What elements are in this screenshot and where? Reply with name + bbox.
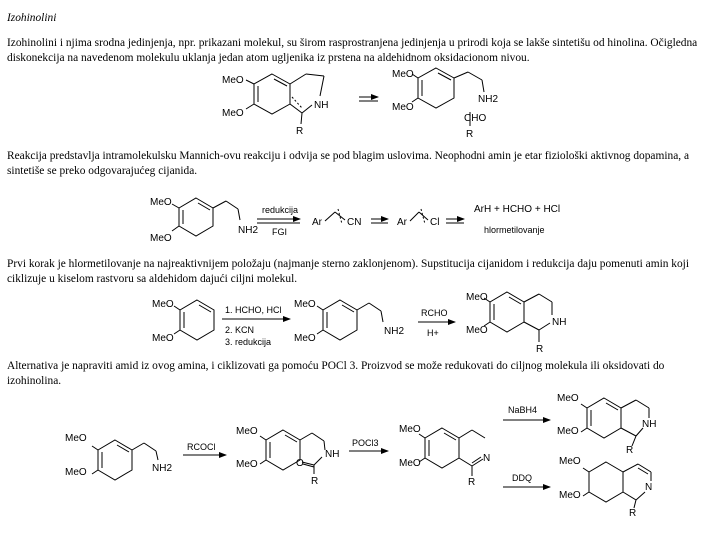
meo-label: MeO: [65, 467, 87, 478]
meo-label: MeO: [236, 459, 258, 470]
pocl3-label: POCl3: [352, 438, 379, 448]
cn-label: CN: [347, 217, 362, 228]
aryl-chloride: [397, 209, 439, 228]
meo-label: MeO: [399, 458, 421, 469]
ddq-label: DDQ: [512, 473, 532, 483]
scheme-1: [222, 68, 498, 140]
nh-label: NH: [325, 449, 340, 460]
r-label: R: [629, 508, 637, 519]
aryl-nitrile: [312, 209, 361, 228]
tetrahydroisoquinoline-product: [557, 393, 656, 456]
reduction-label: redukcija: [262, 205, 299, 215]
nh-label: NH: [642, 419, 657, 430]
meo-label: MeO: [466, 292, 488, 303]
paragraph-mannich: Reakcija predstavlja intramolekulsku Mannich-ovu reakciju i odvija se pod blagim uslovima. Neophodni amin je etar fiziološki aktivnog dopamina, a sintetiše se preko odgovarajućeg cijanida.: [7, 150, 690, 177]
r-label: R: [468, 477, 476, 488]
chloromethylation-label: hlormetilovanje: [484, 225, 545, 235]
section-title: Izohinolini: [7, 12, 57, 24]
r-label: R: [311, 476, 319, 487]
cl-label: Cl: [430, 217, 440, 228]
amide-molecule: [236, 426, 339, 487]
dimethoxybenzene-molecule: [152, 299, 214, 344]
target-isoquinoline: [466, 292, 566, 355]
r-label: R: [466, 129, 474, 140]
nabh4-label: NaBH4: [508, 405, 538, 415]
acid-label: H+: [427, 328, 439, 338]
nh2-label: NH2: [384, 326, 405, 337]
step1-label: 1. HCHO, HCl: [225, 305, 282, 315]
meo-label: MeO: [392, 102, 414, 113]
reagents-label: ArH + HCHO + HCl: [474, 204, 561, 215]
meo-label: MeO: [557, 393, 579, 404]
r-label: R: [296, 126, 304, 137]
meo-label: MeO: [222, 108, 244, 119]
rcocl-label: RCOCl: [187, 442, 216, 452]
nh2-label: NH2: [152, 463, 173, 474]
step2-label: 2. KCN: [225, 325, 255, 335]
meo-label: MeO: [65, 433, 87, 444]
nh-label: NH: [552, 317, 567, 328]
dihydroisoquinoline-molecule: [399, 424, 490, 488]
paragraph-chloromethylation: Prvi korak je hlormetilovanje na najreaktivnijem položaju (najmanje sterno zaklonjenom). Supstitucija cijanidom i redukcija daju pomenuti amin koji ciklizuje u kiselom rastvoru sa aldehidom dajući ciljni molekul.: [7, 258, 689, 285]
scheme-2: [150, 197, 560, 244]
nh2-label: NH2: [238, 225, 259, 236]
meo-label: MeO: [399, 424, 421, 435]
nh2-label: NH2: [478, 94, 499, 105]
r-label: R: [536, 344, 544, 355]
scheme-3: [152, 292, 566, 355]
cho-label: CHO: [464, 113, 487, 124]
meo-label: MeO: [559, 490, 581, 501]
tetrahydroisoquinoline-molecule: [222, 74, 328, 137]
ar-label: Ar: [312, 217, 322, 228]
meo-label: MeO: [392, 69, 414, 80]
scheme-4: [65, 393, 656, 519]
meo-label: MeO: [294, 299, 316, 310]
o-label: O: [296, 458, 304, 469]
paragraph-intro: Izohinolini i njima srodna jedinjenja, npr. prikazani molekul, su širom rasprostranjena jedinjenja u prirodi koja se lakše sintetišu od hinolina. Očigledna diskonekcija na navedenom molekulu uklanja jedan atom ugljenika iz prstena na aldehidnom oksidacionom nivou.: [7, 37, 698, 64]
paragraph-alternative: Alternativa je napraviti amid iz ovog amina, i ciklizovati ga pomoću POCl 3. Proizvod se može redukovati do ciljnog molekula ili oksidovati do izohinolina.: [7, 360, 665, 387]
meo-label: MeO: [150, 197, 172, 208]
ar-label: Ar: [397, 217, 407, 228]
meo-label: MeO: [557, 426, 579, 437]
fgi-label: FGI: [272, 227, 287, 237]
meo-label: MeO: [466, 325, 488, 336]
meo-label: MeO: [152, 299, 174, 310]
n-label: N: [645, 482, 653, 493]
n-label: N: [483, 453, 491, 464]
meo-label: MeO: [152, 333, 174, 344]
meo-label: MeO: [294, 333, 316, 344]
meo-label: MeO: [236, 426, 258, 437]
amine-molecule: [294, 299, 404, 344]
step3-label: 3. redukcija: [225, 337, 272, 347]
dopamine-ether-molecule: [150, 197, 258, 244]
meo-label: MeO: [559, 456, 581, 467]
r-label: R: [626, 445, 634, 456]
amine-aldehyde-molecules: [392, 68, 498, 140]
rcho-label: RCHO: [421, 308, 448, 318]
meo-label: MeO: [222, 75, 244, 86]
starting-amine: [65, 433, 172, 480]
isoquinoline-product: [559, 456, 652, 519]
meo-label: MeO: [150, 233, 172, 244]
nh-label: NH: [314, 100, 329, 111]
